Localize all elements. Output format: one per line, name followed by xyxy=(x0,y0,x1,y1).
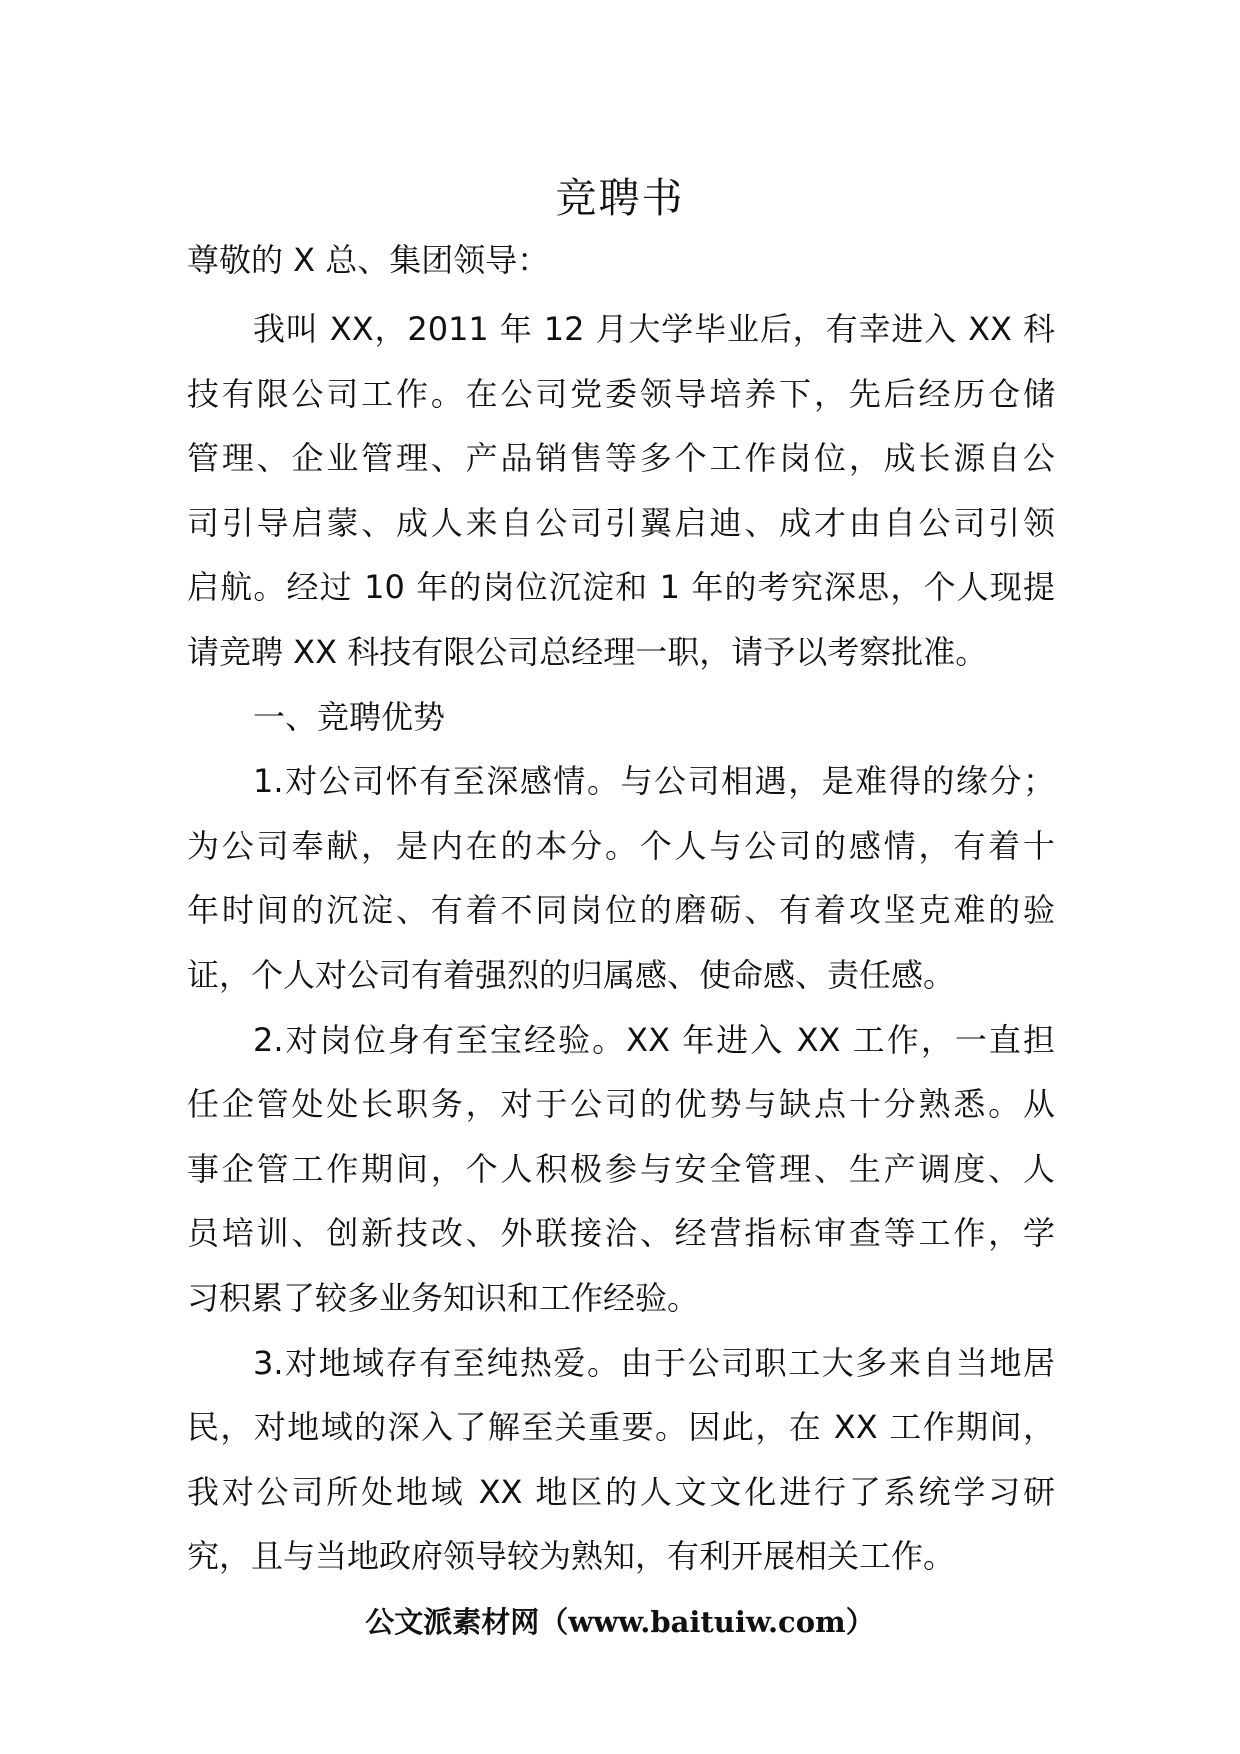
document-title: 竞聘书 xyxy=(555,174,685,222)
text-line: 2.对岗位身有至宝经验。XX 年进入 XX 工作，一直担 xyxy=(253,1020,1055,1059)
text-line: 究，且与当地政府领导较为熟知，有利开展相关工作。 xyxy=(187,1537,956,1576)
paragraph-point-2 xyxy=(187,1008,1055,1331)
text-line: 事企管工作期间，个人积极参与安全管理、生产调度、人 xyxy=(187,1149,1055,1188)
text-line: 启航。经过 10 年的岗位沉淀和 1 年的考究深思，个人现提 xyxy=(187,568,1055,607)
section-heading xyxy=(187,685,1055,750)
text-line: 技有限公司工作。在公司党委领导培养下，先后经历仓储 xyxy=(187,374,1055,413)
salutation: 尊敬的 X 总、集团领导： xyxy=(187,241,550,279)
footer-watermark: 公文派素材网（www.baituiw.com） xyxy=(365,1605,875,1639)
text-line: 司引导启蒙、成人来自公司引翼启迪、成才由自公司引领 xyxy=(187,503,1055,542)
text-line: 任企管处处长职务，对于公司的优势与缺点十分熟悉。从 xyxy=(187,1085,1055,1124)
text-line: 民，对地域的深入了解至关重要。因此，在 XX 工作期间， xyxy=(187,1408,1055,1447)
text-line: 3.对地域存有至纯热爱。由于公司职工大多来自当地居 xyxy=(253,1343,1055,1382)
text-line: 请竞聘 XX 科技有限公司总经理一职，请予以考察批准。 xyxy=(187,632,988,671)
paragraph-intro xyxy=(187,297,1055,685)
text-line: 管理、企业管理、产品销售等多个工作岗位，成长源自公 xyxy=(187,439,1055,478)
text-line: 我对公司所处地域 XX 地区的人文文化进行了系统学习研 xyxy=(187,1472,1055,1511)
text-line: 年时间的沉淀、有着不同岗位的磨砺、有着攻坚克难的验 xyxy=(187,891,1055,930)
document-body xyxy=(187,297,1055,1589)
heading-text: 一、竞聘优势 xyxy=(253,697,446,736)
text-line: 习积累了较多业务知识和工作经验。 xyxy=(187,1278,700,1317)
paragraph-point-1 xyxy=(187,749,1055,1007)
text-line: 1.对公司怀有至深感情。与公司相遇，是难得的缘分； xyxy=(253,762,1055,801)
text-line: 为公司奉献，是内在的本分。个人与公司的感情，有着十 xyxy=(187,826,1055,865)
text-line: 我叫 XX，2011 年 12 月大学毕业后，有幸进入 XX 科 xyxy=(253,310,1055,348)
text-line: 证，个人对公司有着强烈的归属感、使命感、责任感。 xyxy=(187,955,956,994)
text-line: 员培训、创新技改、外联接洽、经营指标审查等工作，学 xyxy=(187,1214,1055,1253)
paragraph-point-3 xyxy=(187,1331,1055,1589)
